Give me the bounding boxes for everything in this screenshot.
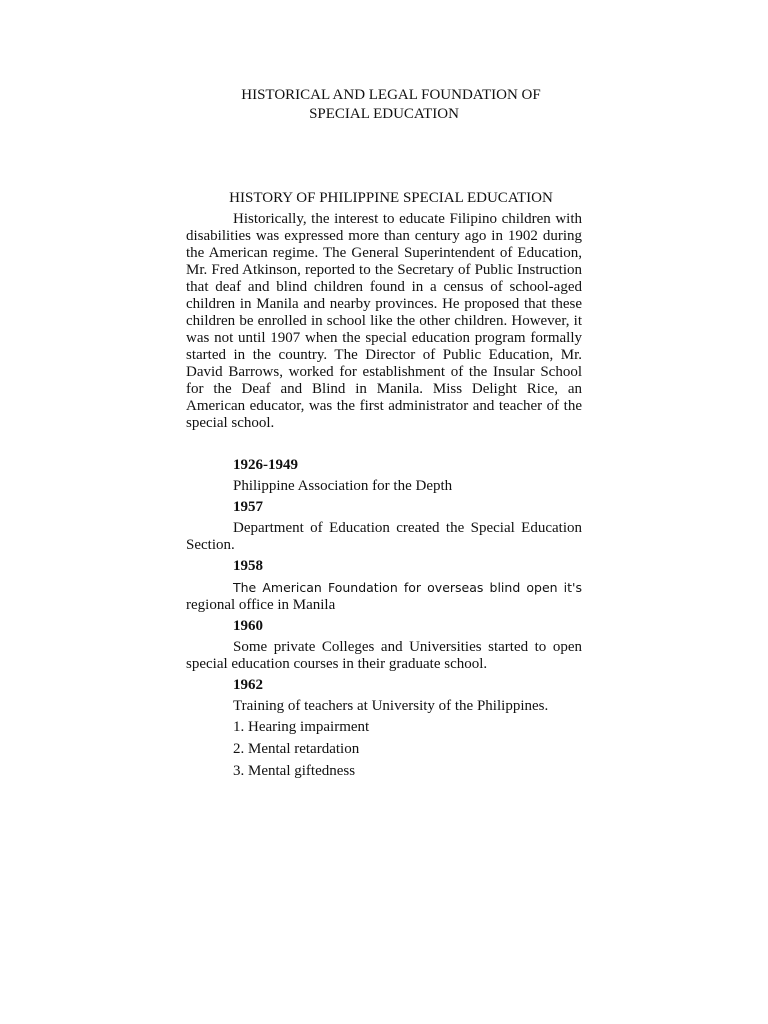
timeline-text-part-2: regional office in Manila [186, 597, 336, 613]
title-line-1: HISTORICAL AND LEGAL FOUNDATION OF [241, 87, 541, 103]
timeline-text-part-1: The American Foundation for overseas blind open it's [233, 580, 582, 595]
timeline-text: Department of Education created the Special Education Section. [186, 520, 582, 553]
timeline-text: Some private Colleges and Universities started to open special education courses in their graduate school. [186, 639, 582, 672]
title-line-2: SPECIAL EDUCATION [309, 105, 459, 122]
timeline-text: Training of teachers at University of the Philippines. [233, 698, 549, 714]
timeline-year: 1958 [233, 558, 263, 574]
timeline [186, 457, 582, 785]
document-title [186, 86, 582, 123]
timeline-year: 1926-1949 [233, 457, 298, 473]
intro-paragraph: Historically, the interest to educate Filipino children with disabilities was expressed more than century ago in 1902 during the American regime. The General Superintendent of Education, Mr. Fred Atkinson, reported to the Secretary of Public Instruction that deaf and blind children found in a census of school-aged children in Manila and nearby provinces. He proposed that these children be enrolled in school like the other children. However, it was not until 1907 when the special education program formally started in the country. The Director of Public Education, Mr. David Barrows, worked for establishment of the Insular School for the Deaf and Blind in Manila. Miss Delight Rice, an American educator, was the first administrator and teacher of the special school. [186, 211, 582, 431]
section-heading: HISTORY OF PHILIPPINE SPECIAL EDUCATION [229, 190, 553, 206]
list-item: 2. Mental retardation [233, 741, 360, 757]
timeline-text [186, 579, 582, 618]
timeline-year: 1960 [233, 618, 263, 634]
timeline-text: Philippine Association for the Depth [233, 478, 453, 494]
list-item: 3. Mental giftedness [233, 763, 356, 779]
timeline-year: 1957 [233, 499, 263, 515]
list-item: 1. Hearing impairment [233, 719, 370, 735]
timeline-year: 1962 [233, 677, 263, 693]
